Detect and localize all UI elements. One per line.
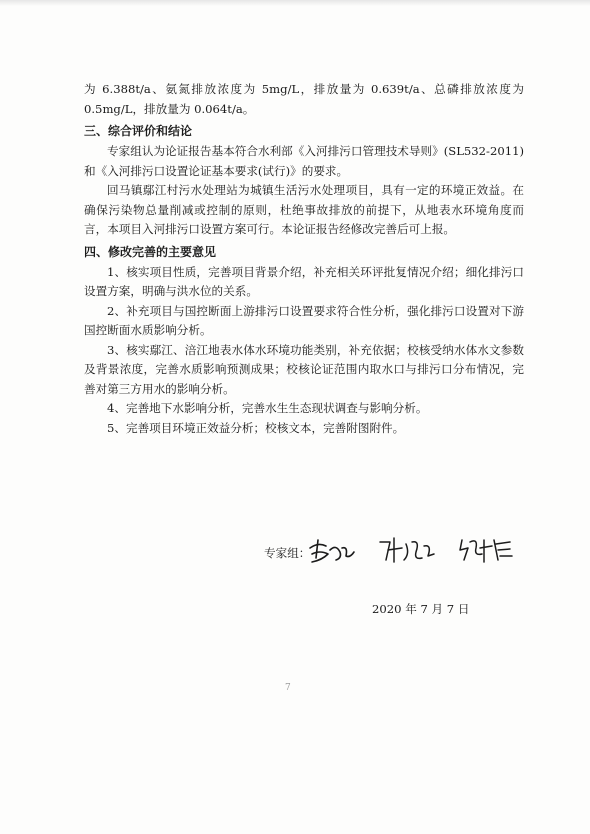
revision-item-5: 5、完善项目环境正效益分析；校核文本，完善附图附件。: [107, 420, 405, 435]
signature-2: [376, 534, 438, 566]
document-body: [84, 80, 524, 438]
revision-item-2: 2、补充项目与国控断面上游排污口设置要求符合性分析，强化排污口设置对下游国控断面水质影响分析。: [84, 303, 524, 337]
signature-block: [246, 534, 546, 574]
continuation-paragraph: 为 6.388t/a、氨氮排放浓度为 5mg/L，排放量为 0.639t/a、总磷排放浓度为 0.5mg/L，排放量为 0.064t/a。: [84, 82, 524, 116]
signature-label: 专家组：: [264, 546, 311, 560]
revision-item-1: 1、核实项目性质，完善项目背景介绍，补充相关环评批复情况介绍；细化排污口设置方案，明确与洪水位的关系。: [84, 264, 524, 298]
revision-item-4: 4、完善地下水影响分析，完善水生生态现状调查与影响分析。: [107, 401, 428, 415]
section-heading-conclusion: 三、综合评价和结论: [84, 124, 193, 138]
signature-3: [456, 534, 516, 566]
document-date: 2020 年 7 月 7 日: [372, 602, 470, 616]
page-number: 7: [285, 683, 291, 693]
conclusion-paragraph-1: 专家组认为论证报告基本符合水利部《入河排污口管理技术导则》(SL532-2011)和《入河排污口设置论证基本要求(试行)》的要求。: [84, 144, 524, 178]
revision-item-3: 3、核实鄢江、涪江地表水体水环境功能类别，补充依据；校核受纳水体水文参数及背景浓度，完善水质影响预测成果；校核论证范围内取水口与排污口分布情况，完善对第三方用水的影响分析。: [84, 342, 524, 396]
section-heading-revisions: 四、修改完善的主要意见: [84, 244, 217, 259]
signature-1: [306, 536, 358, 566]
scan-top-edge: [0, 0, 590, 6]
conclusion-paragraph-2: 回马镇鄢江村污水处理站为城镇生活污水处理项目，具有一定的环境正效益。在确保污染物总量削减或控制的原则，杜绝事故排放的前提下，从地表水环境角度而言，本项目入河排污口设置方案可行。本论证报告经修改完善后可上报。: [84, 183, 524, 236]
